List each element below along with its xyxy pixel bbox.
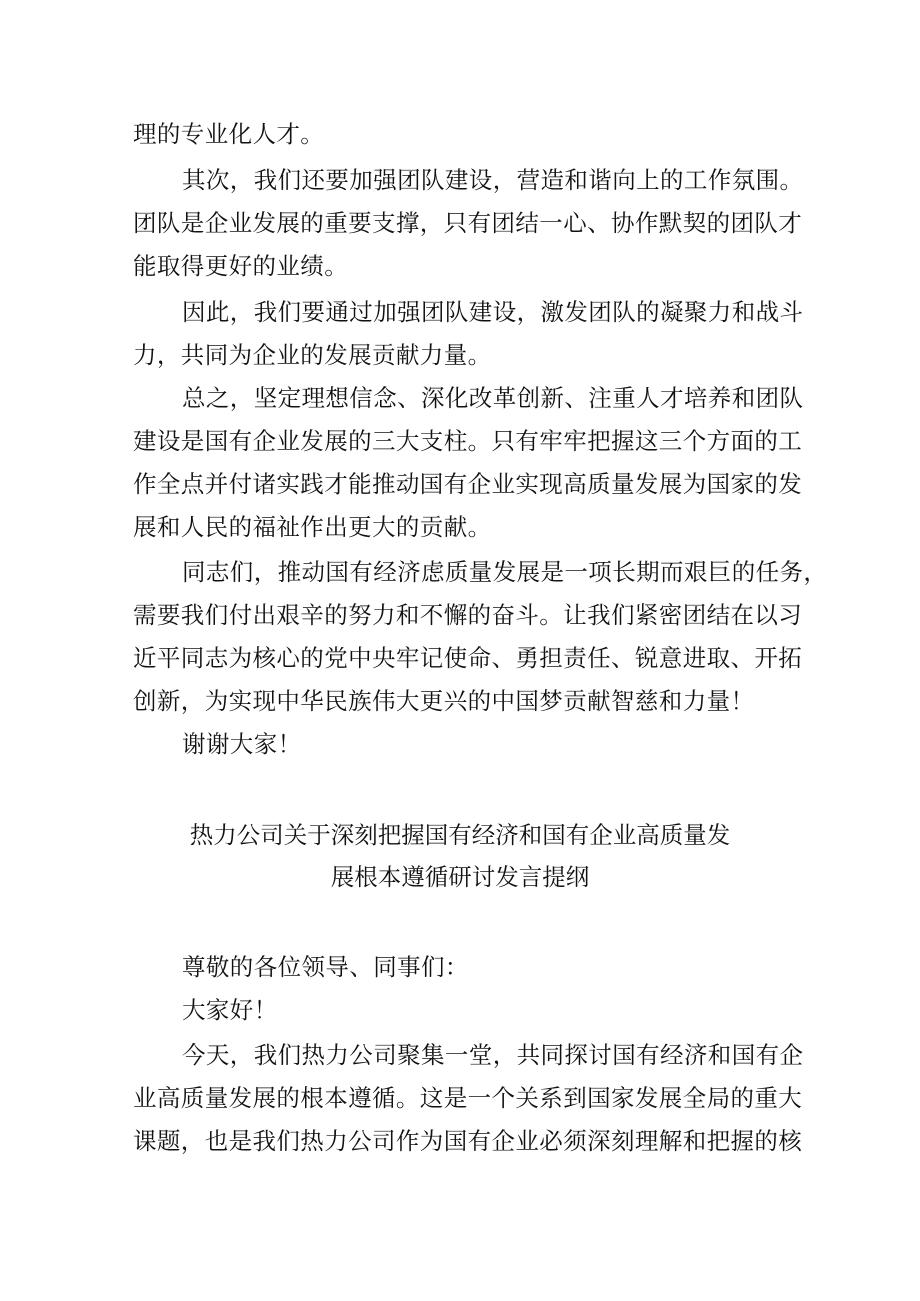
greeting-line: 大家好！: [182, 996, 278, 1024]
paragraph-line: 建设是国有企业发展的三大支柱。只有牢牢把握这三个方面的工: [133, 427, 803, 455]
paragraph-line: 近平同志为核心的党中央牢记使命、勇担责任、锐意进取、开拓: [133, 644, 803, 672]
document-title: 热力公司关于深刻把握国有经济和国有企业高质量发: [189, 821, 731, 849]
paragraph-line: 因此，我们要通过加强团队建设，激发团队的凝聚力和战斗: [182, 298, 804, 326]
paragraph-line: 课题，也是我们热力公司作为国有企业必须深刻理解和把握的核: [133, 1127, 803, 1155]
paragraph-line: 其次，我们还要加强团队建设，营造和谐向上的工作氛围。: [182, 166, 804, 194]
paragraph-line: 需要我们付出艰辛的努力和不懈的奋斗。让我们紧密团结在以习: [133, 601, 803, 629]
document-title: 展根本遵循研讨发言提纲: [330, 863, 590, 891]
paragraph-line: 能取得更好的业绩。: [133, 252, 349, 280]
paragraph-line: 总之，坚定理想信念、深化改革创新、注重人才培养和团队: [182, 384, 804, 412]
paragraph-line: 团队是企业发展的重要支撑，只有团结一心、协作默契的团队才: [133, 209, 803, 237]
paragraph-line: 谢谢大家！: [182, 730, 302, 758]
paragraph-line: 今天，我们热力公司聚集一堂，共同探讨国有经济和国有企: [182, 1041, 804, 1069]
paragraph-line: 作全点并付诸实践才能推动国有企业实现高质量发展为国家的发: [133, 470, 803, 498]
paragraph-line: 创新，为实现中华民族伟大更兴的中国梦贡献智慈和力量！: [133, 687, 755, 715]
paragraph-line: 力，共同为企业的发展贡献力量。: [133, 341, 492, 369]
paragraph-line: 理的专业化人才。: [133, 120, 325, 148]
paragraph-line: 展和人民的福祉作出更大的贡献。: [133, 513, 492, 541]
paragraph-line: 业高质量发展的根本遵循。这是一个关系到国家发展全局的重大: [133, 1084, 803, 1112]
salutation-line: 尊敬的各位领导、同事们：: [182, 953, 469, 981]
paragraph-line: 同志们，推动国有经济虑质量发展是一项长期而艰巨的任务，: [182, 558, 828, 586]
